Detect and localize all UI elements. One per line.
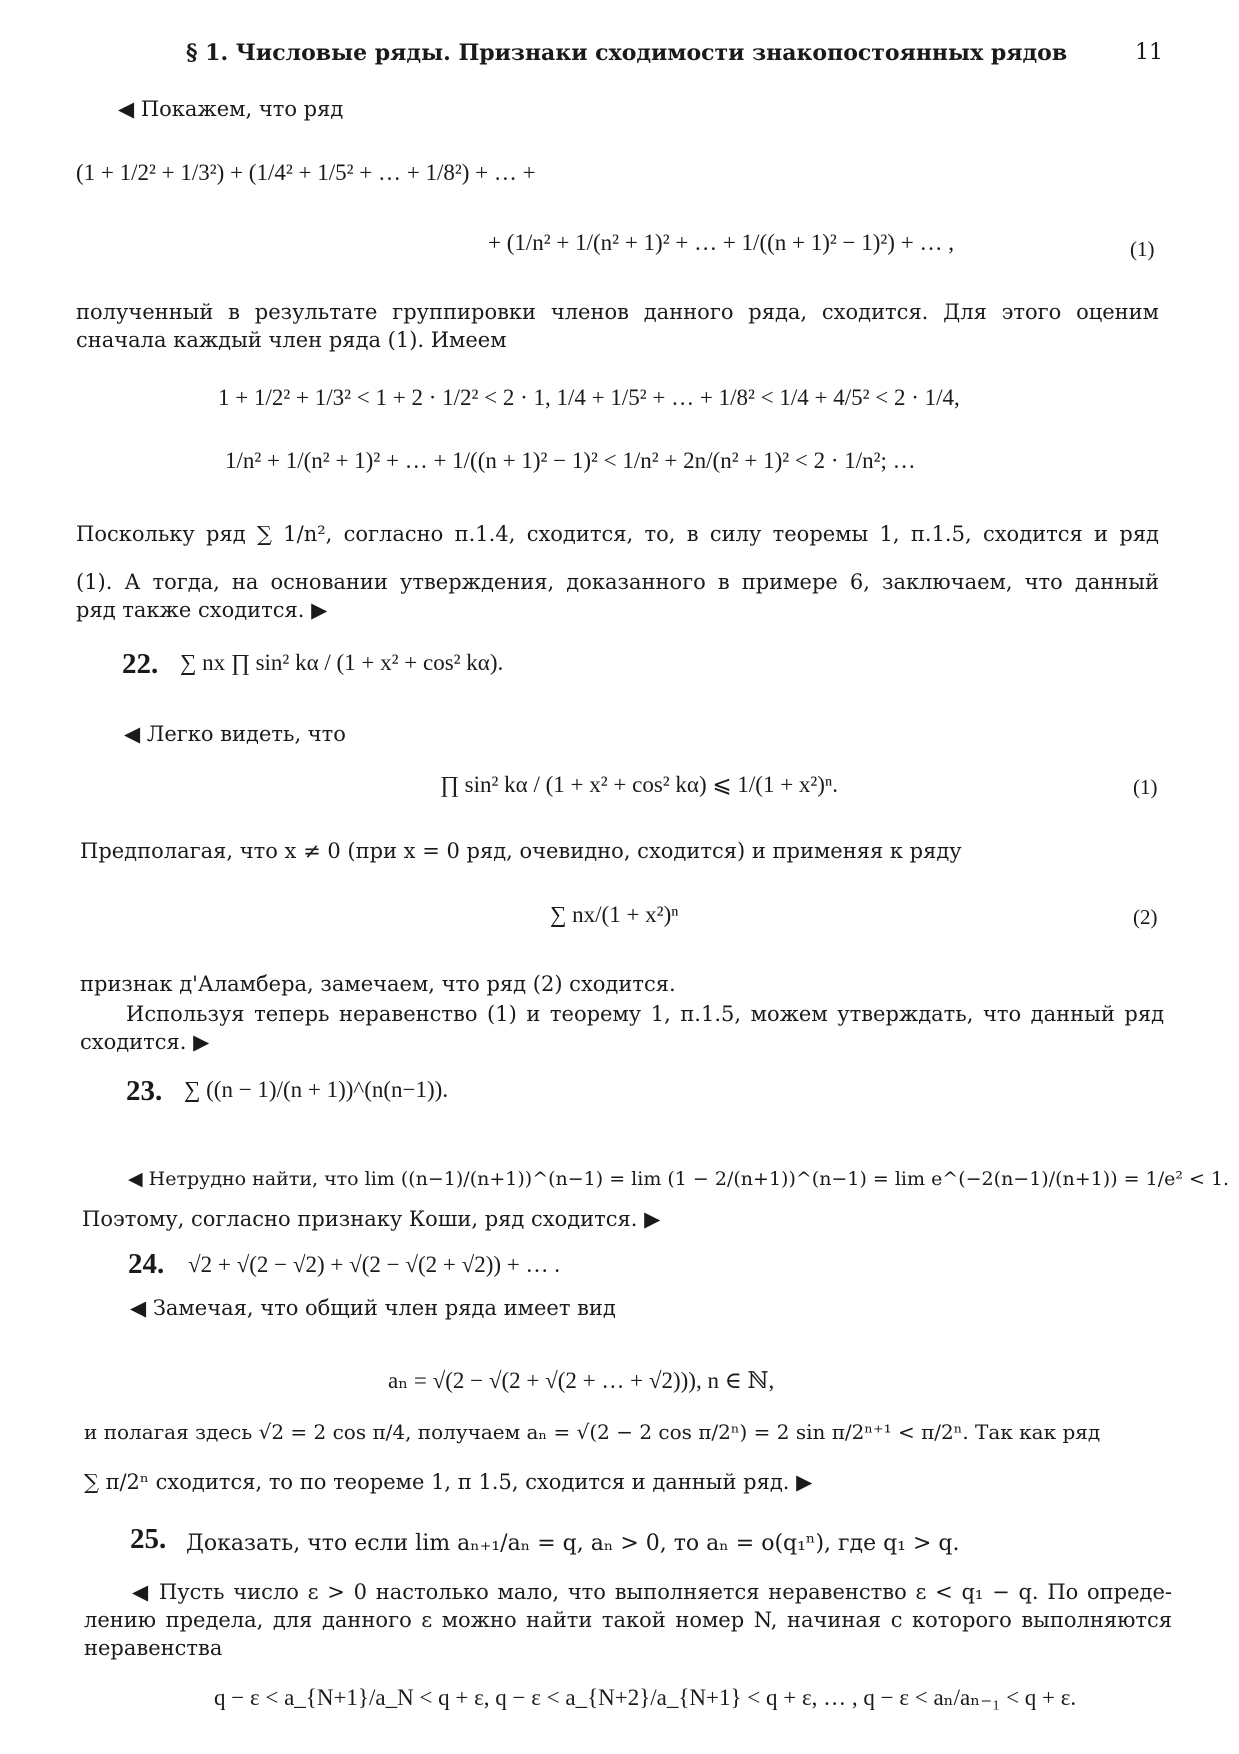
problem-statement: ∑ nx ∏ sin² kα / (1 + x² + cos² kα).: [180, 650, 504, 675]
paragraph-line: ◀ Пусть число ε > 0 настолько мало, что выполняется неравенство ε < q₁ − q. По опреде-: [132, 1580, 1172, 1604]
proof-start-text: ◀ Нетрудно найти, что lim ((n−1)/(n+1))^(n−1) = lim (1 − 2/(n+1))^(n−1) = lim e^(−2(n−1)/(n+1)) = 1/e² < 1.: [128, 1168, 1230, 1190]
equation-label: (1): [1130, 237, 1155, 261]
equation-label: (2): [1133, 905, 1158, 929]
running-header-title: § 1. Числовые ряды. Признаки сходимости знакопостоянных рядов: [186, 40, 1068, 66]
inequality-row-1: 1 + 1/2² + 1/3² < 1 + 2 · 1/2² < 2 · 1, 1/4 + 1/5² + … + 1/8² < 1/4 + 4/5² < 2 · 1/4,: [218, 385, 960, 410]
paragraph-line: ∑ π/2ⁿ сходится, то по теореме 1, п 1.5, сходится и данный ряд. ▶: [84, 1470, 813, 1494]
page-number: 11: [1135, 40, 1163, 65]
proof-start-text: ◀ Замечая, что общий член ряда имеет вид: [130, 1296, 616, 1320]
paragraph-line: сначала каждый член ряда (1). Имеем: [76, 328, 507, 352]
inequality-row-2: 1/n² + 1/(n² + 1)² + … + 1/((n + 1)² − 1)² < 1/n² + 2n/(n² + 1)² < 2 · 1/n²; …: [225, 448, 916, 473]
display-equation: aₙ = √(2 − √(2 + √(2 + … + √2))), n ∈ ℕ,: [388, 1368, 775, 1393]
display-equation: q − ε < a_{N+1}/a_N < q + ε, q − ε < a_{N+2}/a_{N+1} < q + ε, … , q − ε < aₙ/aₙ₋₁ < q + ε.: [214, 1685, 1077, 1710]
paragraph-line: неравенства: [84, 1636, 223, 1660]
problem-number: 25.: [130, 1523, 167, 1555]
series-row-2: + (1/n² + 1/(n² + 1)² + … + 1/((n + 1)² − 1)²) + … ,: [488, 230, 954, 255]
problem-statement: √2 + √(2 − √2) + √(2 − √(2 + √2)) + … .: [188, 1252, 561, 1277]
paragraph-line: полученный в результате группировки членов данного ряда, сходится. Для этого оценим: [76, 300, 1159, 324]
proof-start-text: ◀ Покажем, что ряд: [118, 97, 344, 121]
problem-statement: ∑ ((n − 1)/(n + 1))^(n(n−1)).: [184, 1077, 449, 1102]
paragraph-line: признак д'Аламбера, замечаем, что ряд (2) сходится.: [80, 972, 676, 996]
paragraph-line: Поскольку ряд ∑ 1/n², согласно п.1.4, сходится, то, в силу теоремы 1, п.1.5, сходится и ряд: [76, 522, 1159, 546]
paragraph-line: и полагая здесь √2 = 2 cos π/4, получаем aₙ = √(2 − 2 cos π/2ⁿ) = 2 sin π/2ⁿ⁺¹ < π/2ⁿ. Так как ряд: [84, 1420, 1101, 1444]
paragraph-line: сходится. ▶: [80, 1030, 210, 1054]
display-equation: ∑ nx/(1 + x²)ⁿ: [550, 902, 679, 927]
proof-start-text: ◀ Легко видеть, что: [124, 722, 346, 746]
paragraph-line: ряд также сходится. ▶: [76, 598, 328, 622]
problem-number: 23.: [126, 1075, 163, 1107]
paragraph-line: лению предела, для данного ε можно найти такой номер N, начиная с которого выполняются: [84, 1608, 1172, 1632]
problem-number: 24.: [128, 1248, 165, 1280]
display-equation: ∏ sin² kα / (1 + x² + cos² kα) ⩽ 1/(1 + x²)ⁿ.: [440, 772, 838, 797]
equation-label: (1): [1133, 775, 1158, 799]
paragraph-line: (1). А тогда, на основании утверждения, доказанного в примере 6, заключаем, что данный: [76, 570, 1159, 594]
problem-statement: Доказать, что если lim aₙ₊₁/aₙ = q, aₙ > 0, то aₙ = o(q₁ⁿ), где q₁ > q.: [186, 1531, 960, 1556]
series-row-1: (1 + 1/2² + 1/3²) + (1/4² + 1/5² + … + 1/8²) + … +: [76, 160, 536, 185]
paragraph-line: Используя теперь неравенство (1) и теорему 1, п.1.5, можем утверждать, что данный ряд: [126, 1002, 1164, 1026]
paragraph-line: Предполагая, что x ≠ 0 (при x = 0 ряд, очевидно, сходится) и применяя к ряду: [80, 839, 962, 863]
paragraph-line: Поэтому, согласно признаку Коши, ряд сходится. ▶: [82, 1207, 661, 1231]
problem-number: 22.: [122, 648, 159, 680]
